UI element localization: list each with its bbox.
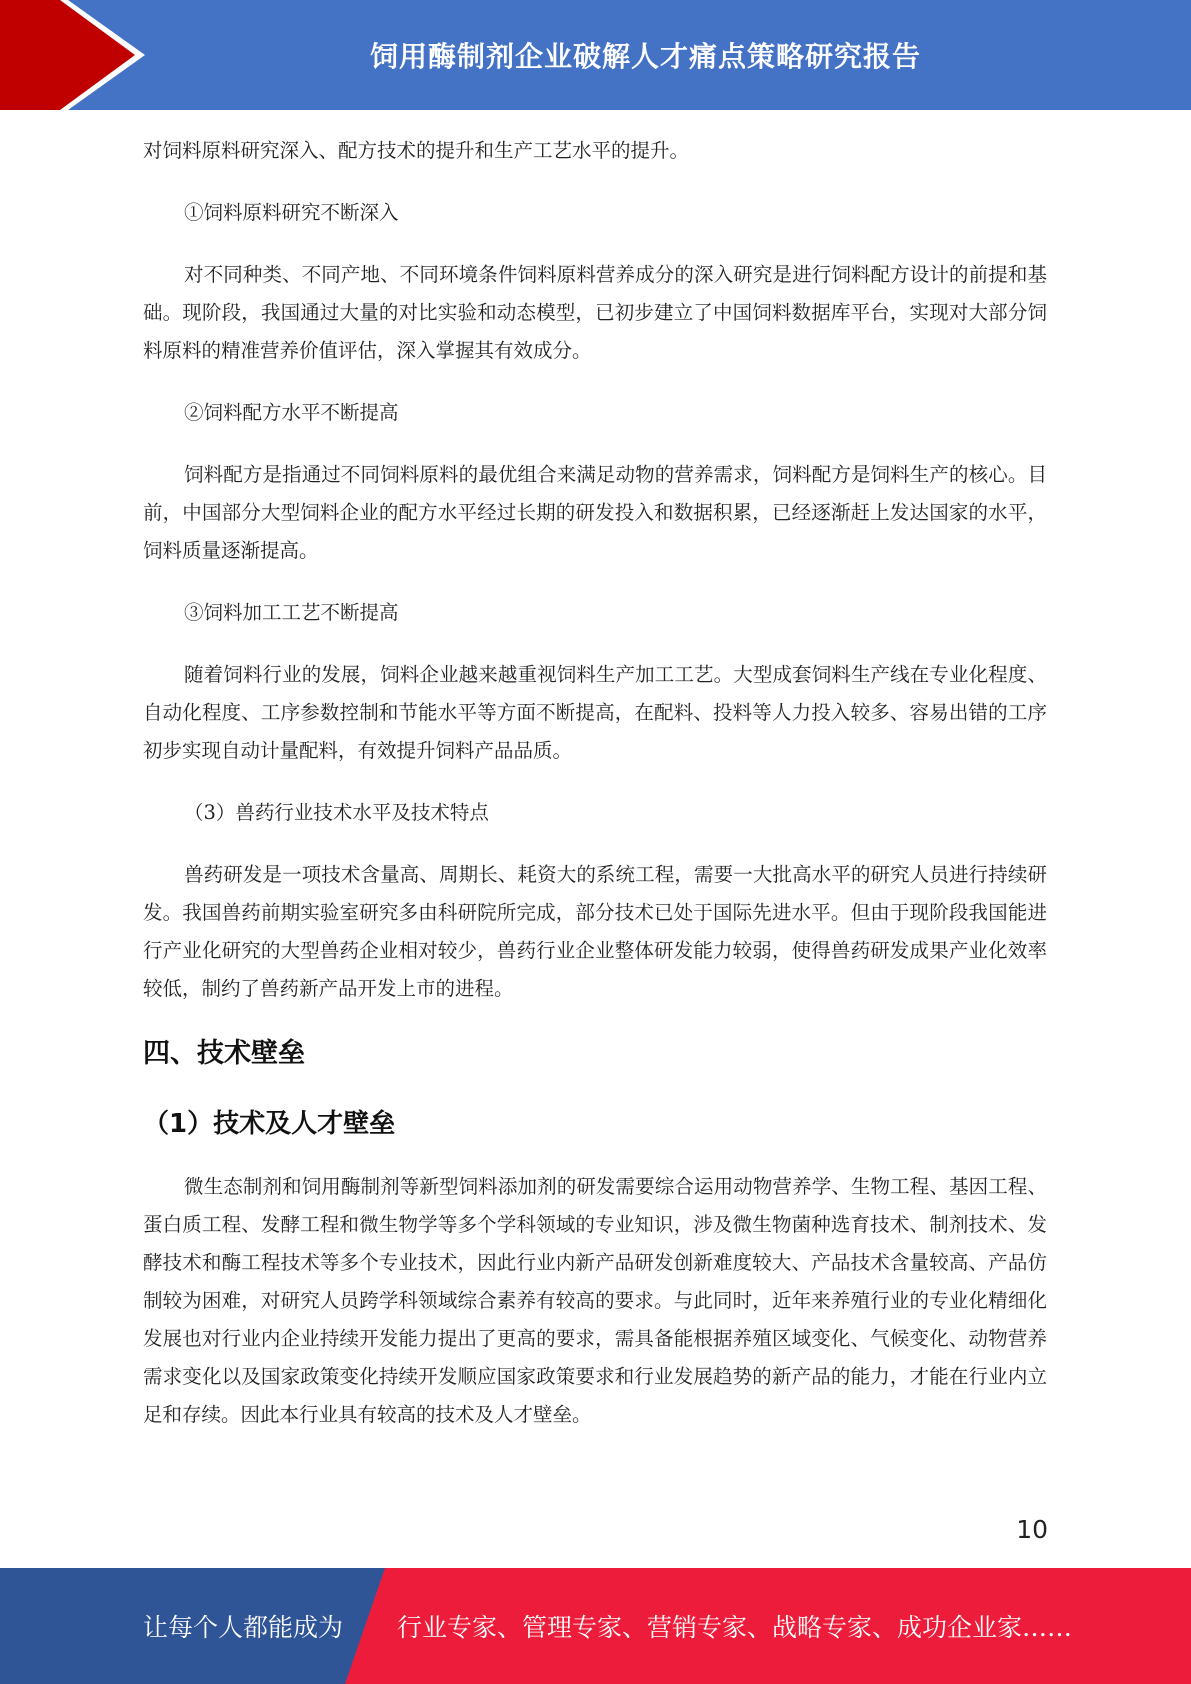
page-number: 10 — [1016, 1515, 1048, 1544]
subsection-3-title: （3）兽药行业技术水平及技术特点 — [184, 801, 489, 824]
header-band — [0, 0, 1191, 110]
item1-paragraph: 对不同种类、不同产地、不同环境条件饲料原料营养成分的深入研究是进行饲料配方设计的前提和基础。现阶段，我国通过大量的对比实验和动态模型，已初步建立了中国饲料数据库平台，实现对大部分饲料原料的精准营养价值评估，深入掌握其有效成分。 — [143, 263, 1047, 362]
chevron-arrow-icon — [0, 0, 160, 110]
footer-slogan-left: 让每个人都能成为 — [143, 1613, 344, 1642]
page-body — [143, 132, 1047, 1434]
paragraph-intro: 对饲料原料研究深入、配方技术的提升和生产工艺水平的提升。 — [143, 139, 690, 162]
subsection-4-1-heading: （1）技术及人才壁垒 — [143, 1109, 396, 1139]
item1-title: ①饲料原料研究不断深入 — [184, 201, 399, 224]
item3-title: ③饲料加工工艺不断提高 — [184, 601, 399, 624]
subsection-4-1-paragraph: 微生态制剂和饲用酶制剂等新型饲料添加剂的研发需要综合运用动物营养学、生物工程、基因工程、蛋白质工程、发酵工程和微生物学等多个学科领域的专业知识，涉及微生物菌种选育技术、制剂技术、发酵技术和酶工程技术等多个专业技术，因此行业内新产品研发创新难度较大、产品技术含量较高、产品仿制较为困难，对研究人员跨学科领域综合素养有较高的要求。与此同时，近年来养殖行业的专业化精细化发展也对行业内企业持续开发能力提出了更高的要求，需具备能根据养殖区域变化、气候变化、动物营养需求变化以及国家政策变化持续开发顺应国家政策要求和行业发展趋势的新产品的能力，才能在行业内立足和存续。因此本行业具有较高的技术及人才壁垒。 — [143, 1175, 1047, 1426]
footer-band — [0, 1568, 1191, 1684]
item2-paragraph: 饲料配方是指通过不同饲料原料的最优组合来满足动物的营养需求，饲料配方是饲料生产的核心。目前，中国部分大型饲料企业的配方水平经过长期的研发投入和数据积累，已经逐渐赶上发达国家的水平，饲料质量逐渐提高。 — [143, 463, 1047, 562]
item2-title: ②饲料配方水平不断提高 — [184, 401, 399, 424]
footer-slogan-right: 行业专家、管理专家、营销专家、战略专家、成功企业家…… — [397, 1613, 1073, 1642]
report-title: 饲用酶制剂企业破解人才痛点策略研究报告 — [369, 40, 921, 73]
subsection-3-paragraph: 兽药研发是一项技术含量高、周期长、耗资大的系统工程，需要一大批高水平的研究人员进行持续研发。我国兽药前期实验室研究多由科研院所完成，部分技术已处于国际先进水平。但由于现阶段我国能进行产业化研究的大型兽药企业相对较少，兽药行业企业整体研发能力较弱，使得兽药研发成果产业化效率较低，制约了兽药新产品开发上市的进程。 — [143, 863, 1047, 1000]
section-4-heading: 四、技术壁垒 — [143, 1038, 305, 1069]
item3-paragraph: 随着饲料行业的发展，饲料企业越来越重视饲料生产加工工艺。大型成套饲料生产线在专业化程度、自动化程度、工序参数控制和节能水平等方面不断提高，在配料、投料等人力投入较多、容易出错的工序初步实现自动计量配料，有效提升饲料产品品质。 — [143, 663, 1047, 762]
